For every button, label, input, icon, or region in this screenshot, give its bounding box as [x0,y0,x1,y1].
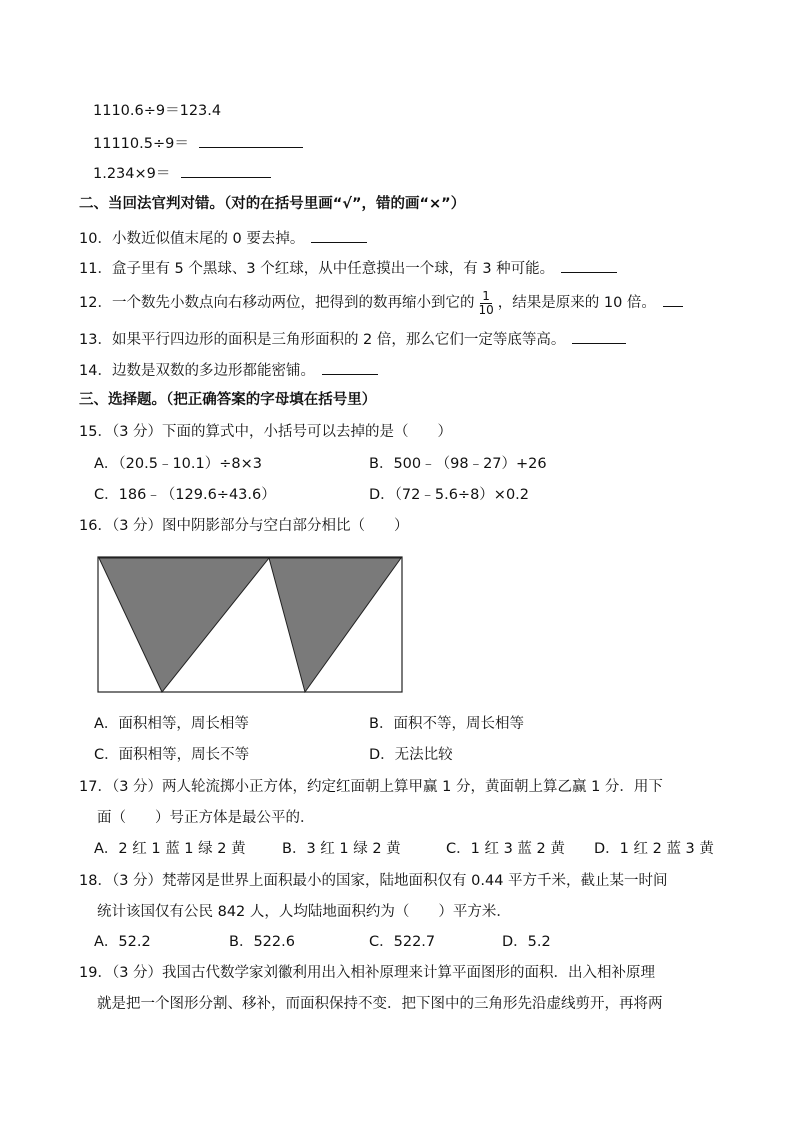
section-3-title: 三、选择题。（把正确答案的字母填在括号里） [79,392,377,408]
option-16-c[interactable]: C．面积相等，周长不等 [94,747,250,763]
option-17-b[interactable]: B．3 红 1 绿 2 黄 [282,841,401,857]
option-17-a[interactable]: A．2 红 1 蓝 1 绿 2 黄 [94,841,246,857]
fraction-denominator: 10 [478,302,494,317]
answer-blank[interactable] [663,292,683,307]
answer-blank[interactable] [199,133,303,148]
option-17-d[interactable]: D．1 红 2 蓝 3 黄 [594,841,714,857]
section-2-title: 二、当回法官判对错。（对的在括号里画“√”，错的画“×”） [79,196,466,212]
question-11-text: 11．盒子里有 5 个黑球、3 个红球，从中任意摸出一个球，有 3 种可能。 [79,261,555,277]
equation-1: 1110.6÷9＝123.4 [93,103,222,119]
question-18-stem-line-1: 18．（3 分）梵蒂冈是世界上面积最小的国家，陆地面积仅有 0.44 平方千米，截止某一时间 [79,873,668,889]
question-15-stem: 15．（3 分）下面的算式中，小括号可以去掉的是（ ） [79,424,453,440]
question-11 [79,258,617,279]
option-16-d[interactable]: D．无法比较 [369,747,453,763]
question-17-stem-line-2: 面（ ）号正方体是最公平的． [97,810,315,826]
question-10 [79,228,367,249]
option-16-a[interactable]: A．面积相等，周长相等 [94,716,249,732]
answer-blank[interactable] [311,228,367,243]
question-12-text-a: 12．一个数先小数点向右移动两位，把得到的数再缩小到它的 [79,295,475,311]
question-19-stem-line-1: 19．（3 分）我国古代数学家刘徽利用出入相补原理来计算平面图形的面积．出入相补原理 [79,965,656,981]
option-18-d[interactable]: D．5.2 [502,934,551,950]
equation-3: 1.234×9＝ [93,166,171,182]
answer-blank[interactable] [561,258,617,273]
question-12 [79,288,683,318]
option-18-c[interactable]: C．522.7 [369,934,436,950]
option-16-b[interactable]: B．面积不等，周长相等 [369,716,524,732]
equation-2: 11110.5÷9＝ [93,136,189,152]
question-13 [79,329,626,350]
answer-blank[interactable] [322,360,378,375]
fraction-one-tenth [476,290,495,317]
option-15-d[interactable]: D．（72﹣5.6÷8）×0.2 [369,487,530,503]
question-14-text: 14．边数是双数的多边形都能密铺。 [79,363,315,379]
option-17-c[interactable]: C．1 红 3 蓝 2 黄 [446,841,565,857]
option-18-b[interactable]: B．522.6 [229,934,295,950]
question-12-text-b: ，结果是原来的 10 倍。 [497,295,656,311]
shaded-triangles-figure [97,556,405,696]
equation-2-row [93,133,303,154]
question-13-text: 13．如果平行四边形的面积是三角形面积的 2 倍，那么它们一定等底等高。 [79,332,566,348]
equation-3-row [93,163,271,184]
option-18-a[interactable]: A．52.2 [94,934,151,950]
question-19-stem-line-2: 就是把一个图形分割、移补，而面积保持不变．把下图中的三角形先沿虚线剪开，再将两 [97,996,663,1012]
fraction-numerator: 1 [482,288,490,303]
answer-blank[interactable] [181,163,271,178]
question-14 [79,360,378,381]
question-17-stem-line-1: 17．（3 分）两人轮流掷小正方体，约定红面朝上算甲赢 1 分，黄面朝上算乙赢 1 分．用下 [79,779,663,795]
question-18-stem-line-2: 统计该国仅有公民 842 人，人均陆地面积约为（ ）平方米． [97,904,511,920]
question-10-text: 10．小数近似值末尾的 0 要去掉。 [79,231,305,247]
answer-blank[interactable] [572,329,626,344]
option-15-a[interactable]: A．（20.5﹣10.1）÷8×3 [94,456,262,472]
question-16-stem: 16．（3 分）图中阴影部分与空白部分相比（ ） [79,518,409,534]
option-15-c[interactable]: C．186﹣（129.6÷43.6） [94,487,276,503]
option-15-b[interactable]: B．500﹣（98﹣27）+26 [369,456,547,472]
